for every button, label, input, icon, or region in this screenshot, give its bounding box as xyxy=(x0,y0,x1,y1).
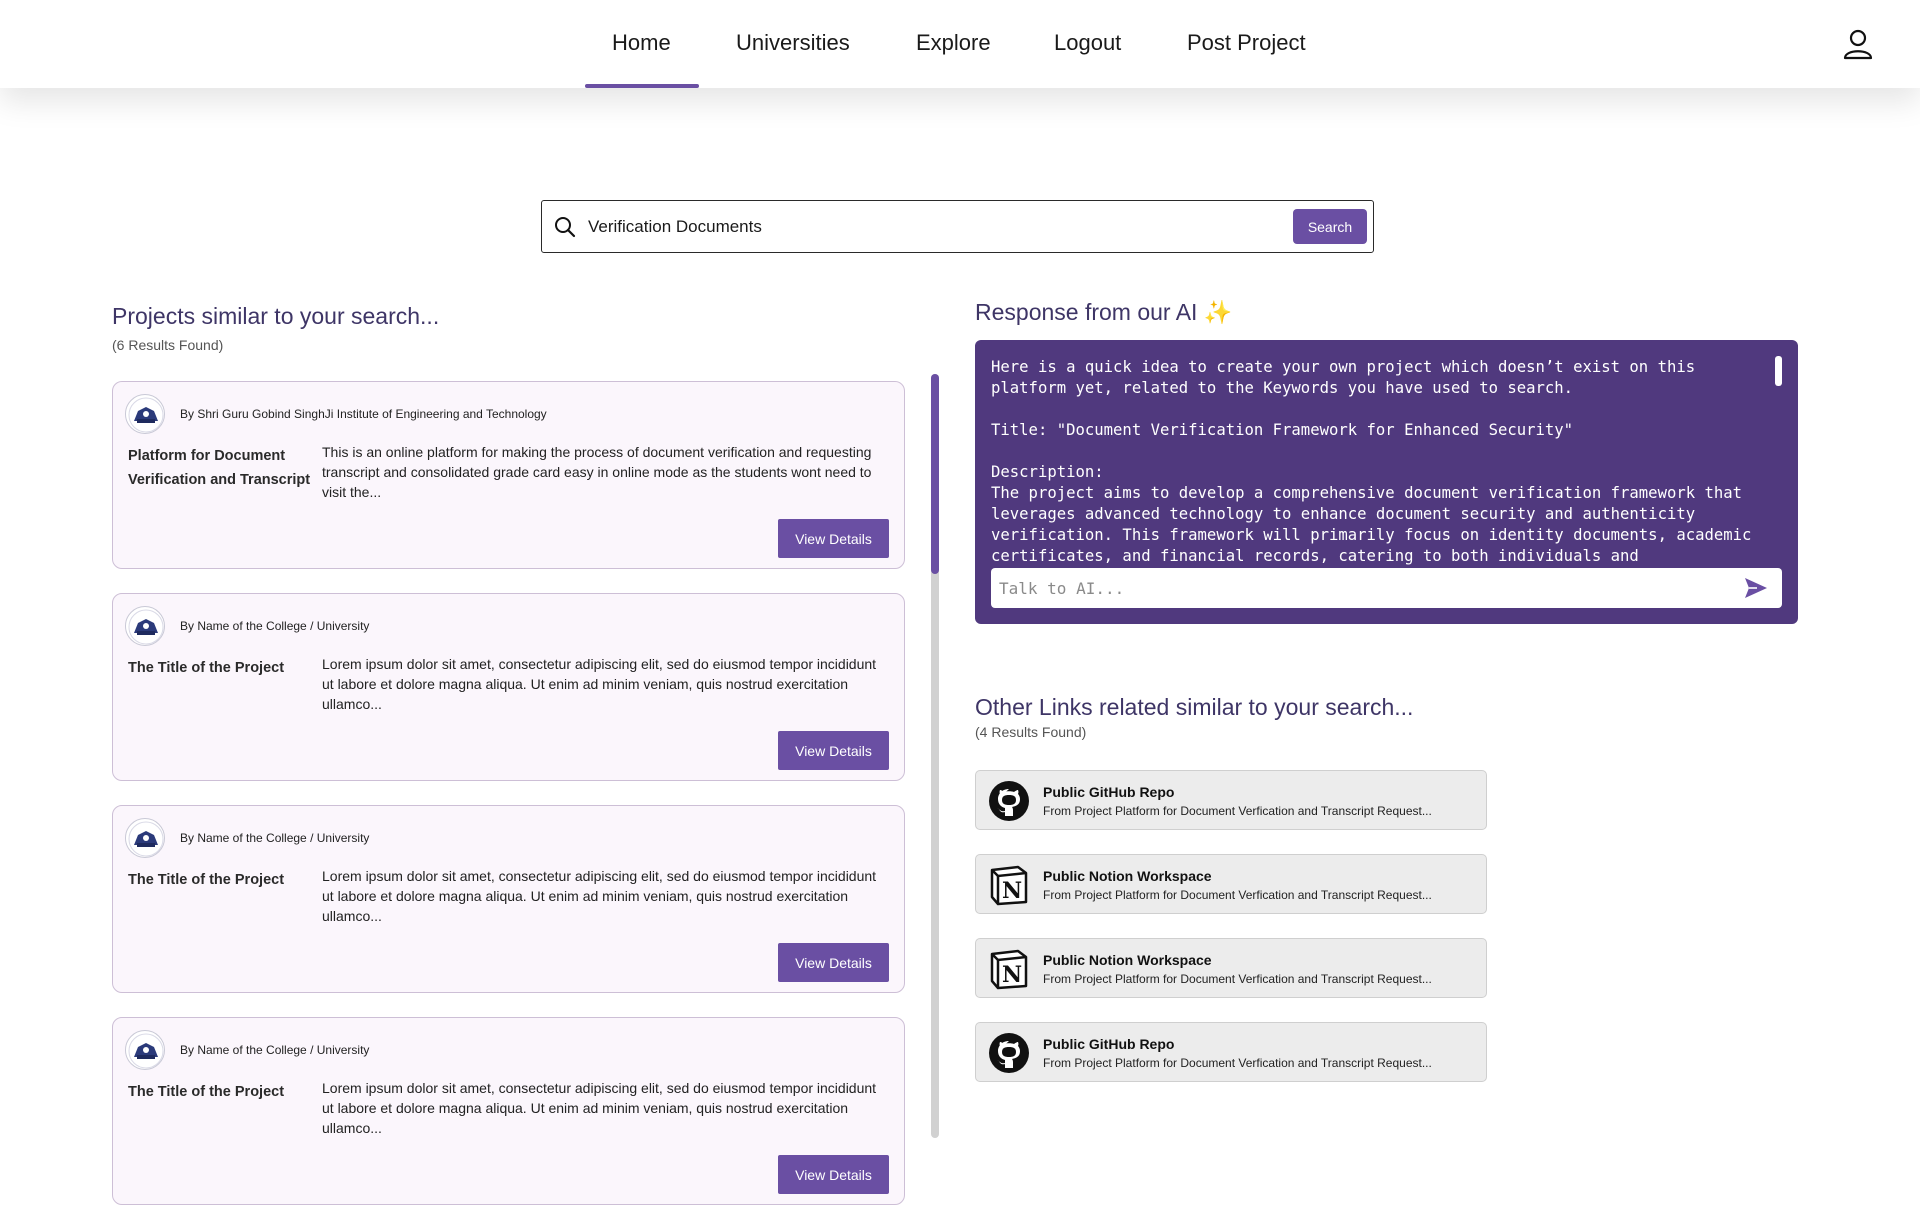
notion-icon xyxy=(988,864,1030,906)
nav-explore[interactable]: Explore xyxy=(916,30,991,55)
ai-input-container xyxy=(991,568,1782,608)
college-emblem-icon xyxy=(126,819,166,859)
project-card xyxy=(112,805,905,993)
link-item-github[interactable] xyxy=(975,770,1487,830)
notion-icon xyxy=(988,948,1030,990)
nav-universities[interactable]: Universities xyxy=(736,30,850,55)
link-item-notion[interactable] xyxy=(975,938,1487,998)
link-item-github[interactable] xyxy=(975,1022,1487,1082)
sparkle-icon: ✨ xyxy=(1203,299,1233,325)
top-navbar xyxy=(0,0,1920,88)
ai-chat-panel xyxy=(975,340,1798,624)
college-logo xyxy=(125,606,165,646)
link-subtitle: From Project Platform for Document Verfication and Transcript Request... xyxy=(1043,1056,1432,1070)
link-subtitle: From Project Platform for Document Verfication and Transcript Request... xyxy=(1043,888,1432,902)
project-card xyxy=(112,381,905,569)
svg-text:N: N xyxy=(1001,962,1023,988)
link-subtitle: From Project Platform for Document Verfication and Transcript Request... xyxy=(1043,972,1432,986)
links-result-count: (4 Results Found) xyxy=(975,724,1087,740)
view-details-button[interactable]: View Details xyxy=(778,943,889,982)
ai-chat-input[interactable] xyxy=(999,573,1719,603)
view-details-button[interactable]: View Details xyxy=(778,731,889,770)
project-list-scroll-thumb[interactable] xyxy=(931,374,939,574)
link-title: Public GitHub Repo xyxy=(1043,1036,1175,1052)
nav-post-project[interactable]: Post Project xyxy=(1187,30,1306,55)
college-emblem-icon xyxy=(126,1031,166,1071)
nav-home[interactable]: Home xyxy=(612,30,671,55)
links-section-title: Other Links related similar to your search... xyxy=(975,694,1414,720)
card-title: The Title of the Project xyxy=(128,872,285,888)
project-list xyxy=(100,370,920,1183)
card-author: By Name of the College / University xyxy=(180,619,370,633)
link-title: Public GitHub Repo xyxy=(1043,784,1175,800)
nav-links xyxy=(0,0,1920,88)
nav-active-indicator xyxy=(585,84,699,88)
college-emblem-icon xyxy=(126,395,166,435)
link-subtitle: From Project Platform for Document Verfication and Transcript Request... xyxy=(1043,804,1432,818)
card-author: By Shri Guru Gobind SinghJi Institute of Engineering and Technology xyxy=(180,407,547,421)
ai-section-title xyxy=(975,299,1232,326)
view-details-button[interactable]: View Details xyxy=(778,519,889,558)
search-bar xyxy=(541,200,1374,253)
ai-section-title-text: Response from our AI xyxy=(975,299,1198,325)
project-card xyxy=(112,1017,905,1205)
college-logo xyxy=(125,394,165,434)
card-description: Lorem ipsum dolor sit amet, consectetur adipiscing elit, sed do eiusmod tempor incididunt ut labore et dolore magna aliqua. Ut enim ad minim veniam, quis nostrud exercitation ullamco... xyxy=(322,656,877,712)
svg-text:N: N xyxy=(1001,878,1023,904)
projects-result-count: (6 Results Found) xyxy=(112,337,224,353)
link-title: Public Notion Workspace xyxy=(1043,868,1212,884)
ai-response-text: Here is a quick idea to create your own project which doesn’t exist on this platform yet, related to the Keywords you have used to search. Title: "Document Verification Framework for Enhanced Security" Description: The project aims to develop a comprehensive document verification framework that leverages advanced technology to enhance document security and authenticity verification. This framework will primarily focus on identity documents, academic certificates, and financial records, catering to both individuals and xyxy=(991,358,1752,565)
link-title: Public Notion Workspace xyxy=(1043,952,1212,968)
view-details-button[interactable]: View Details xyxy=(778,1155,889,1194)
nav-logout[interactable]: Logout xyxy=(1054,30,1122,55)
search-button[interactable]: Search xyxy=(1293,209,1367,244)
card-title: The Title of the Project xyxy=(128,1084,285,1100)
projects-section-title: Projects similar to your search... xyxy=(112,303,440,329)
college-logo xyxy=(125,818,165,858)
github-icon xyxy=(988,1032,1030,1074)
link-item-notion[interactable] xyxy=(975,854,1487,914)
card-author: By Name of the College / University xyxy=(180,1043,370,1057)
college-logo xyxy=(125,1030,165,1070)
card-description: This is an online platform for making the process of document verification and requesting transcript and consolidated grade card easy in online mode as the students wont need to visit the... xyxy=(322,444,872,500)
college-emblem-icon xyxy=(126,607,166,647)
search-input[interactable] xyxy=(588,209,1288,245)
ai-response-scrollbar[interactable] xyxy=(1775,356,1782,386)
card-title: The Title of the Project xyxy=(128,660,285,676)
send-icon[interactable] xyxy=(1743,576,1769,600)
card-description: Lorem ipsum dolor sit amet, consectetur adipiscing elit, sed do eiusmod tempor incididunt ut labore et dolore magna aliqua. Ut enim ad minim veniam, quis nostrud exercitation ullamco... xyxy=(322,1080,877,1136)
user-profile-icon[interactable] xyxy=(1842,28,1874,60)
card-title: Platform for Document Verification and Transcript xyxy=(128,448,311,488)
github-icon xyxy=(988,780,1030,822)
project-card xyxy=(112,593,905,781)
card-description: Lorem ipsum dolor sit amet, consectetur adipiscing elit, sed do eiusmod tempor incididunt ut labore et dolore magna aliqua. Ut enim ad minim veniam, quis nostrud exercitation ullamco... xyxy=(322,868,877,924)
search-icon xyxy=(553,215,577,239)
card-author: By Name of the College / University xyxy=(180,831,370,845)
